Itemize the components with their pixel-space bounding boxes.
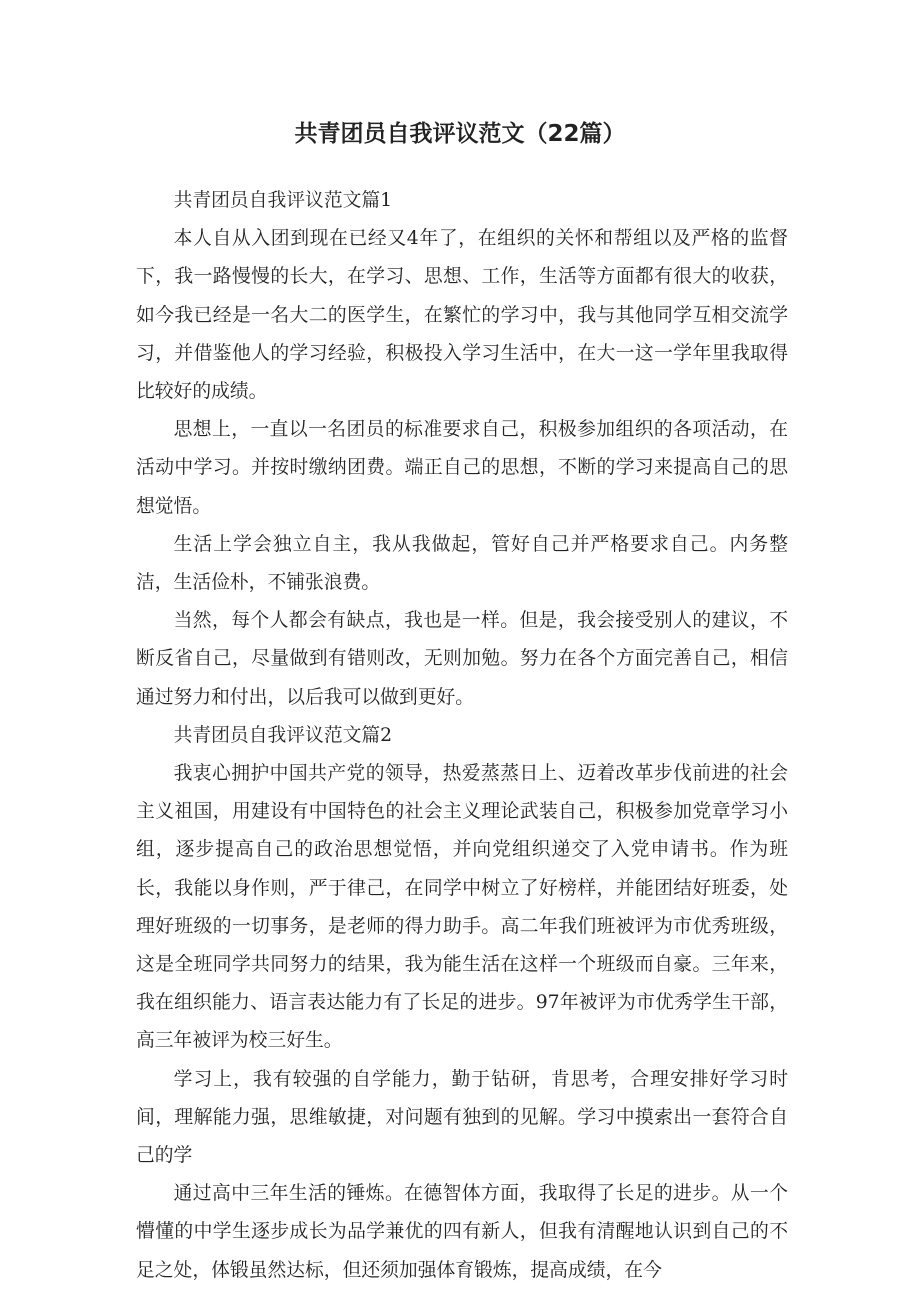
document-body — [136, 182, 788, 1290]
section-heading-2: 共青团员自我评议范文篇2 — [173, 724, 393, 746]
paragraph: 当然，每个人都会有缺点，我也是一样。但是，我会接受别人的建议，不断反省自己，尽量做到有错则改，无则加勉。努力在各个方面完善自己，相信通过努力和付出，以后我可以做到更好。 — [136, 610, 788, 708]
paragraph: 通过高中三年生活的锤炼。在德智体方面，我取得了长足的进步。从一个懵懂的中学生逐步成长为品学兼优的四有新人，但我有清醒地认识到自己的不足之处，体锻虽然达标，但还须加强体育锻炼，提高成绩，在今 — [136, 1183, 788, 1281]
document-title: 共青团员自我评议范文（22篇） — [294, 121, 626, 147]
paragraph: 学习上，我有较强的自学能力，勤于钻研，肯思考，合理安排好学习时间，理解能力强，思维敏捷，对问题有独到的见解。学习中摸索出一套符合自己的学 — [136, 1068, 788, 1167]
paragraph: 生活上学会独立自主，我从我做起，管好自己并严格要求自己。内务整洁，生活俭朴，不铺张浪费。 — [136, 533, 788, 594]
section-heading-1: 共青团员自我评议范文篇1 — [173, 190, 393, 211]
paragraph: 思想上，一直以一名团员的标准要求自己，积极参加组织的各项活动，在活动中学习。并按时缴纳团费。端正自己的思想，不断的学习来提高自己的思想觉悟。 — [136, 419, 788, 517]
paragraph: 我衷心拥护中国共产党的领导，热爱蒸蒸日上、迈着改革步伐前进的社会主义祖国，用建设有中国特色的社会主义理论武装自己，积极参加党章学习小组，逐步提高自己的政治思想觉悟，并向党组织递交了入党申请书。作为班长，我能以身作则，严于律己，在同学中树立了好榜样，并能团结好班委，处理好班级的一切事务，是老师的得力助手。高二年我们班被评为市优秀班级，这是全班同学共同努力的结果，我为能生活在这样一个班级而自豪。三年来，我在组织能力、语言表达能力有了长足的进步。97年被评为市优秀学生干部，高三年被评为校三好生。 — [136, 763, 788, 1052]
paragraph: 本人自从入团到现在已经又4年了，在组织的关怀和帮组以及严格的监督下，我一路慢慢的长大，在学习、思想、工作，生活等方面都有很大的收获，如今我已经是一名大二的医学生，在繁忙的学习中，我与其他同学互相交流学习，并借鉴他人的学习经验，积极投入学习生活中，在大一这一学年里我取得比较好的成绩。 — [136, 228, 788, 403]
